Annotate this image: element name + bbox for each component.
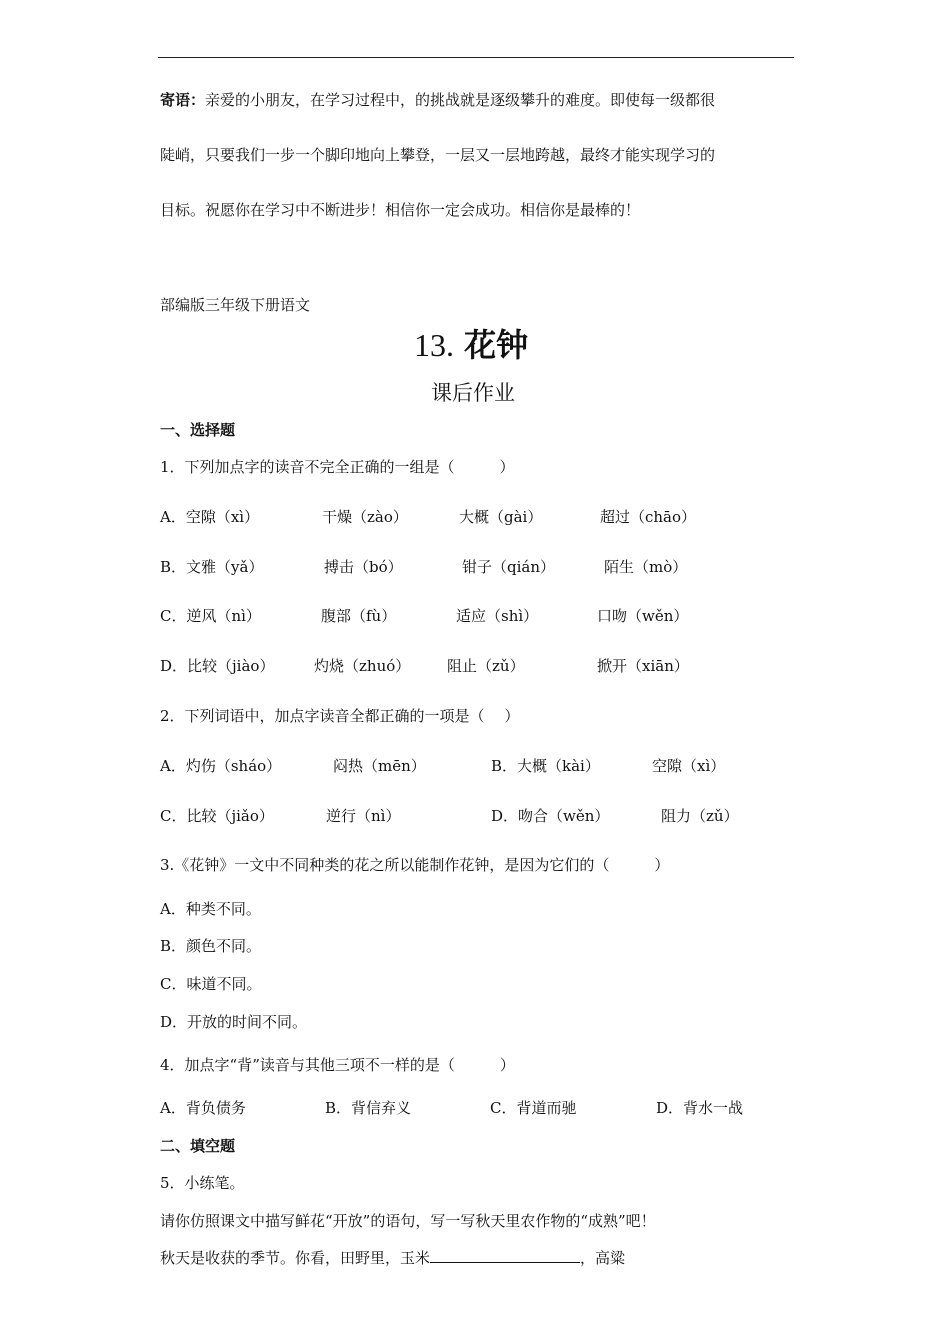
q1-option: C．逆风（nì） <box>160 607 261 625</box>
q5-answer-line <box>160 1247 625 1268</box>
q1-option: 阻止（zǔ） <box>447 657 525 675</box>
q3-option-d: D．开放的时间不同。 <box>160 1013 308 1031</box>
q3-option-c: C．味道不同。 <box>160 975 262 993</box>
q5-instruction: 请你仿照课文中描写鲜花“开放”的语句，写一写秋天里农作物的“成熟”吧！ <box>160 1212 656 1230</box>
q5-line-end: ，高粱 <box>580 1249 626 1267</box>
section-title-fill: 二、填空题 <box>160 1137 236 1155</box>
q1-option: 腹部（fù） <box>321 607 397 625</box>
q1-stem: 1．下列加点字的读音不完全正确的一组是（ ） <box>160 458 515 476</box>
q1-option: 大概（gài） <box>459 508 543 526</box>
q5-line-start: 秋天是收获的季节。你看，田野里，玉米 <box>160 1249 431 1267</box>
q2-option: C．比较（jiǎo） <box>160 807 274 825</box>
intro-line-2: 陡峭，只要我们一步一个脚印地向上攀登，一层又一层地跨越，最终才能实现学习的 <box>160 146 716 164</box>
q1-option: 灼烧（zhuó） <box>314 657 411 675</box>
page-subtitle: 课后作业 <box>431 381 515 405</box>
q1-option: 适应（shì） <box>456 607 539 625</box>
intro-line-1 <box>160 89 715 110</box>
q3-option-b: B．颜色不同。 <box>160 937 262 955</box>
title-number: 13. <box>414 327 454 363</box>
q1-option: 干燥（zào） <box>322 508 408 526</box>
q1-option: 搏击（bó） <box>324 558 403 576</box>
intro-line-3: 目标。祝愿你在学习中不断进步！相信你一定会成功。相信你是最棒的！ <box>160 201 641 219</box>
q1-option: D．比较（jiào） <box>160 657 275 675</box>
q1-option: 陌生（mò） <box>604 558 688 576</box>
book-label: 部编版三年级下册语文 <box>160 296 311 314</box>
q3-stem: 3.《花钟》一文中不同种类的花之所以能制作花钟，是因为它们的（ ） <box>160 856 670 874</box>
q3-option-a: A．种类不同。 <box>160 900 261 918</box>
intro-label: 寄语： <box>160 91 206 109</box>
q2-option: B．大概（kài） <box>491 757 600 775</box>
q1-option: 掀开（xiān） <box>597 657 689 675</box>
title-text: 花钟 <box>464 326 529 364</box>
section-title-choice: 一、选择题 <box>160 421 236 439</box>
q4-option-a: A．背负债务 <box>160 1099 246 1117</box>
q2-stem: 2．下列词语中，加点字读音全都正确的一项是（ ） <box>160 707 520 725</box>
q4-option-c: C．背道而驰 <box>490 1099 577 1117</box>
q2-option: 闷热（mēn） <box>333 757 426 775</box>
page-title <box>414 320 528 366</box>
q4-option-d: D．背水一战 <box>656 1099 744 1117</box>
q2-option: 阻力（zǔ） <box>661 807 739 825</box>
q1-option: 钳子（qián） <box>462 558 556 576</box>
q4-option-b: B．背信弃义 <box>325 1099 412 1117</box>
q5-stem: 5．小练笔。 <box>160 1174 245 1192</box>
q1-option: B．文雅（yǎ） <box>160 558 264 576</box>
q2-option: 空隙（xì） <box>652 757 726 775</box>
q2-option: D．吻合（wěn） <box>491 807 610 825</box>
intro-text-1: 亲爱的小朋友，在学习过程中，的挑战就是逐级攀升的难度。即使每一级都很 <box>205 91 716 109</box>
q1-option: 超过（chāo） <box>600 508 697 526</box>
header-rule <box>158 57 794 58</box>
q2-option: 逆行（nì） <box>326 807 401 825</box>
q1-option: 口吻（wěn） <box>597 607 689 625</box>
q4-stem: 4．加点字“背”读音与其他三项不一样的是（ ） <box>160 1056 515 1074</box>
q5-blank[interactable] <box>430 1248 580 1263</box>
q1-option: A．空隙（xì） <box>160 508 260 526</box>
q2-option: A．灼伤（sháo） <box>160 757 282 775</box>
